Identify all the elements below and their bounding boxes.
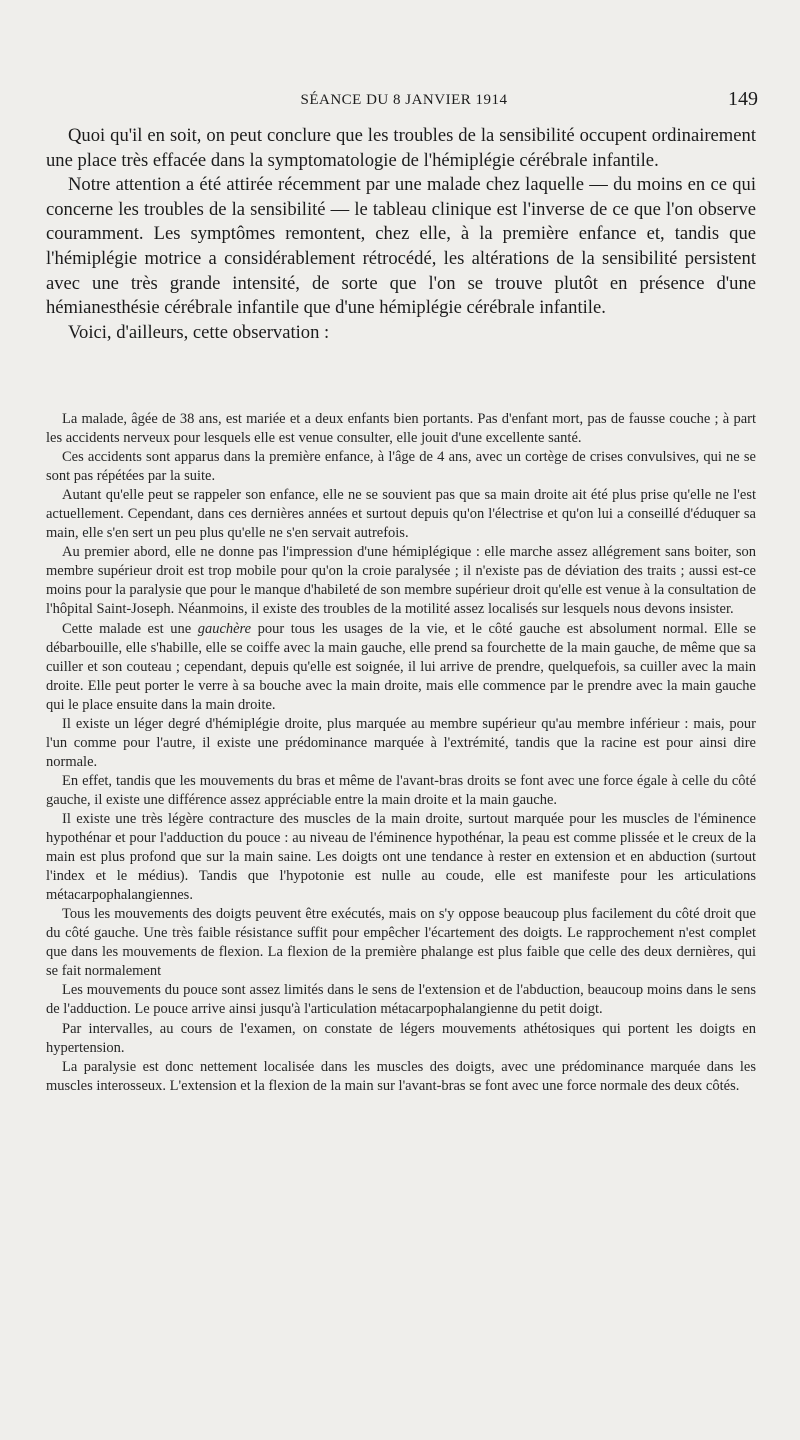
intro-paragraph: Voici, d'ailleurs, cette observation : xyxy=(68,321,330,343)
intro-paragraph: Notre attention a été attirée récemment par une malade chez laquelle — du moins en ce qui concerne les troubles de la sensibilité — le tableau clinique est l'inverse de ce que l'on observe couramment. Les symptômes remontent, chez elle, à la première enfance et, tandis que l'hémiplégie motrice a considérablement rétrocédé, les altérations de la sensibilité persistent avec une très grande intensité, de sorte que l'on se trouve plutôt en présence d'une hémianesthésie cérébrale infantile que d'une hémiplégie cérébrale infantile. xyxy=(46,174,756,319)
observation-text xyxy=(46,410,756,1096)
observation-paragraph: Les mouvements du pouce sont assez limités dans le sens de l'extension et de l'abduction, beaucoup moins dans le sens de l'adduction. Le pouce arrive ainsi jusqu'à l'articulation métacarpophalangienne du petit doigt. xyxy=(46,982,756,1018)
italic-term: gauchère xyxy=(197,620,252,637)
observation-paragraph: Autant qu'elle peut se rappeler son enfance, elle ne se souvient pas que sa main droite ait été plus prise qu'elle ne l'est actuellement. Cependant, dans ces dernières années et surtout depuis qu'on l'électrise et qu'on lui a conseillé d'éduquer sa main, elle s'en sert un peu plus qu'elle ne s'en servait autrefois. xyxy=(46,487,756,542)
observation-paragraph: La paralysie est donc nettement localisée dans les muscles des doigts, avec une prédominance marquée dans les muscles interosseux. L'extension et la flexion de la main sur l'avant-bras se font avec une force normale des deux côtés. xyxy=(46,1058,756,1094)
observation-paragraph: Tous les mouvements des doigts peuvent être exécutés, mais on s'y oppose beaucoup plus facilement du côté droit que du côté gauche. Une très faible résistance suffit pour empêcher l'écartement des doigts. Le rapprochement n'est complet que dans les mouvements de flexion. La flexion de la première phalange est plus faible que celle des deux dernières, qui se fait normalement xyxy=(46,906,756,980)
intro-text xyxy=(46,124,756,345)
running-title: SÉANCE DU 8 JANVIER 1914 xyxy=(300,92,508,108)
intro-paragraph: Quoi qu'il en soit, on peut conclure que les troubles de la sensibilité occupent ordinairement une place très effacée dans la symptomatologie de l'hémiplégie cérébrale infantile. xyxy=(46,125,756,171)
observation-paragraph: Ces accidents sont apparus dans la première enfance, à l'âge de 4 ans, avec un cortège de crises convulsives, qui ne se sont pas répétées par la suite. xyxy=(46,449,756,485)
observation-paragraph: La malade, âgée de 38 ans, est mariée et a deux enfants bien portants. Pas d'enfant mort, pas de fausse couche ; à part les accidents nerveux pour lesquels elle est venue consulter, elle jouit d'une excellente santé. xyxy=(46,411,756,447)
observation-paragraph: Il existe une très légère contracture des muscles de la main droite, surtout marquée pour les muscles de l'éminence hypothénar et pour l'adduction du pouce : au niveau de l'éminence hypothénar, la peau est comme plissée et le creux de la main est plus profond que sur la main saine. Les doigts ont une tendance à rester en extension et en abduction (surtout l'index et le médius). Tandis que l'hypotonie est nulle au coude, elle est manifeste pour les articulations métacarpophalangiennes. xyxy=(46,810,756,904)
observation-paragraph: Par intervalles, au cours de l'examen, on constate de légers mouvements athétosiques qui portent les doigts en hypertension. xyxy=(46,1020,756,1056)
observation-text-run: pour tous les usages de la vie, et le côté gauche est absolument normal. Elle se débarbouille, elle s'habille, elle se coiffe avec la main gauche, elle prend sa fourchette de la main gauche, de même que sa cuiller et son couteau ; cependant, depuis qu'elle est soignée, il lui arrive de prendre, quelquefois, sa cuiller avec la main droite. Elle peut porter le verre à sa bouche avec la main droite, mais elle commence par le prendre avec la main gauche qui le place ensuite dans la main droite. xyxy=(46,620,756,713)
observation-text-run: Cette malade est une xyxy=(62,620,198,637)
observation-paragraph: Au premier abord, elle ne donne pas l'impression d'une hémiplégique : elle marche assez allégrement sans boiter, son membre supérieur droit est trop mobile pour qu'on la croie paralysée ; il n'existe pas de déviation des traits ; aussi est-ce moins pour la paralysie que pour le manque d'habileté de son membre supérieur droit qu'elle est venue à la consultation de l'hôpital Saint-Joseph. Néanmoins, il existe des troubles de la motilité assez localisés sur lesquels nous devons insister. xyxy=(46,544,756,618)
observation-paragraph: En effet, tandis que les mouvements du bras et même de l'avant-bras droits se font avec une force égale à celle du côté gauche, il existe une différence assez appréciable entre la main droite et la main gauche. xyxy=(46,772,756,808)
page-number: 149 xyxy=(728,88,758,110)
page-header xyxy=(48,88,760,118)
observation-paragraph: Il existe un léger degré d'hémiplégie droite, plus marquée au membre supérieur qu'au membre inférieur : mais, pour l'un comme pour l'autre, il existe une prédominance marquée à l'extrémité, tandis que la racine est pour ainsi dire normale. xyxy=(46,715,756,770)
observation-paragraph xyxy=(46,620,756,715)
